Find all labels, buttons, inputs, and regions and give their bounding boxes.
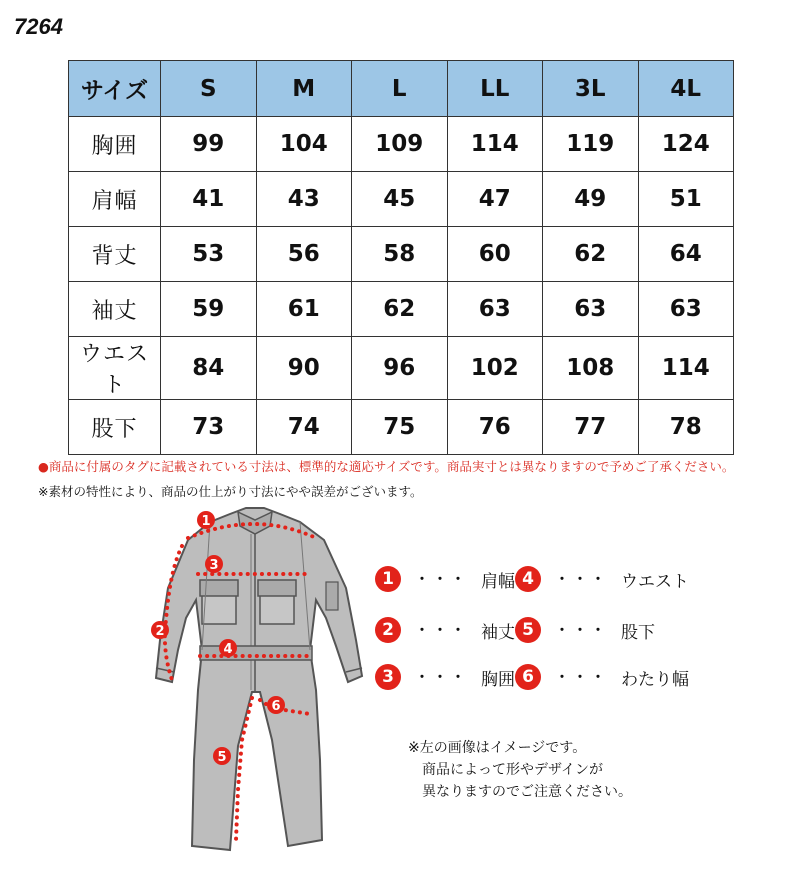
size-header-row — [69, 61, 734, 117]
legend-number: 1 — [375, 566, 401, 592]
table-cell: 73 — [161, 400, 257, 455]
row-label-chest: 胸囲 — [69, 117, 161, 172]
table-cell: 60 — [447, 227, 543, 282]
legend-dots: ・・・ — [415, 623, 469, 639]
legend-dots: ・・・ — [555, 670, 609, 686]
table-cell: 90 — [256, 337, 352, 400]
row-label-back-length: 背丈 — [69, 227, 161, 282]
legend-label: 胸囲 — [481, 669, 515, 690]
legend-item-chest — [375, 664, 515, 690]
table-cell: 63 — [543, 282, 639, 337]
diagram-marker-1: 1 — [201, 514, 211, 529]
table-cell: 62 — [543, 227, 639, 282]
table-cell: 99 — [161, 117, 257, 172]
table-cell: 77 — [543, 400, 639, 455]
legend-dots: ・・・ — [555, 572, 609, 588]
row-label-waist: ウエスト — [69, 337, 161, 400]
product-code: 7264 — [14, 14, 63, 39]
legend-label: わたり幅 — [621, 669, 689, 690]
legend-dots: ・・・ — [415, 670, 469, 686]
table-row — [69, 282, 734, 337]
table-cell: 45 — [352, 172, 448, 227]
table-cell: 63 — [447, 282, 543, 337]
legend-item-shoulder — [375, 566, 515, 592]
diagram-marker-5: 5 — [217, 750, 227, 765]
table-cell: 62 — [352, 282, 448, 337]
table-row — [69, 400, 734, 455]
row-label-inseam: 股下 — [69, 400, 161, 455]
table-cell: 59 — [161, 282, 257, 337]
table-cell: 102 — [447, 337, 543, 400]
table-cell: 76 — [447, 400, 543, 455]
table-row — [69, 117, 734, 172]
legend-number: 6 — [515, 664, 541, 690]
table-cell: 75 — [352, 400, 448, 455]
legend-item-thigh — [515, 664, 689, 690]
legend-item-inseam — [515, 617, 655, 643]
table-cell: 51 — [638, 172, 734, 227]
table-cell: 124 — [638, 117, 734, 172]
table-cell: 104 — [256, 117, 352, 172]
table-cell: 84 — [161, 337, 257, 400]
diagram-marker-2: 2 — [155, 624, 165, 639]
size-table — [68, 60, 734, 455]
table-row — [69, 227, 734, 282]
size-col-ll: LL — [447, 61, 543, 117]
table-cell: 119 — [543, 117, 639, 172]
coverall-diagram — [140, 500, 370, 860]
table-cell: 43 — [256, 172, 352, 227]
table-row — [69, 337, 734, 400]
table-cell: 58 — [352, 227, 448, 282]
size-col-3l: 3L — [543, 61, 639, 117]
table-cell: 114 — [638, 337, 734, 400]
size-header-label: サイズ — [69, 61, 161, 117]
table-row — [69, 172, 734, 227]
row-label-shoulder: 肩幅 — [69, 172, 161, 227]
size-col-l: L — [352, 61, 448, 117]
image-disclaimer — [408, 737, 632, 803]
coverall-illustration — [156, 508, 362, 850]
disclaimer-line: ※左の画像はイメージです。 — [408, 740, 587, 756]
legend-number: 5 — [515, 617, 541, 643]
disclaimer-line: 異なりますのでご注意ください。 — [422, 784, 632, 800]
legend-label: 肩幅 — [481, 571, 515, 592]
size-col-4l: 4L — [638, 61, 734, 117]
legend-label: 股下 — [621, 622, 655, 643]
table-cell: 78 — [638, 400, 734, 455]
diagram-marker-3: 3 — [209, 558, 219, 573]
legend-label: ウエスト — [621, 571, 689, 592]
legend-item-sleeve — [375, 617, 515, 643]
legend-dots: ・・・ — [555, 623, 609, 639]
legend-number: 2 — [375, 617, 401, 643]
table-cell: 63 — [638, 282, 734, 337]
table-cell: 41 — [161, 172, 257, 227]
legend-number: 4 — [515, 566, 541, 592]
table-cell: 74 — [256, 400, 352, 455]
table-cell: 56 — [256, 227, 352, 282]
size-col-s: S — [161, 61, 257, 117]
row-label-sleeve: 袖丈 — [69, 282, 161, 337]
table-cell: 64 — [638, 227, 734, 282]
table-cell: 108 — [543, 337, 639, 400]
table-cell: 53 — [161, 227, 257, 282]
table-cell: 96 — [352, 337, 448, 400]
legend-label: 袖丈 — [481, 622, 515, 643]
table-cell: 114 — [447, 117, 543, 172]
diagram-marker-6: 6 — [271, 699, 281, 714]
legend-number: 3 — [375, 664, 401, 690]
diagram-marker-4: 4 — [223, 642, 233, 657]
legend-dots: ・・・ — [415, 572, 469, 588]
table-cell: 109 — [352, 117, 448, 172]
disclaimer-line: 商品によって形やデザインが — [422, 762, 604, 778]
table-cell: 47 — [447, 172, 543, 227]
tag-size-note: ●商品に付属のタグに記載されている寸法は、標準的な適応サイズです。商品実寸とは異なりますので予めご了承ください。 — [38, 459, 735, 474]
table-cell: 61 — [256, 282, 352, 337]
table-cell: 49 — [543, 172, 639, 227]
material-note: ※素材の特性により、商品の仕上がり寸法にやや誤差がございます。 — [38, 484, 423, 499]
legend-item-waist — [515, 566, 689, 592]
size-col-m: M — [256, 61, 352, 117]
